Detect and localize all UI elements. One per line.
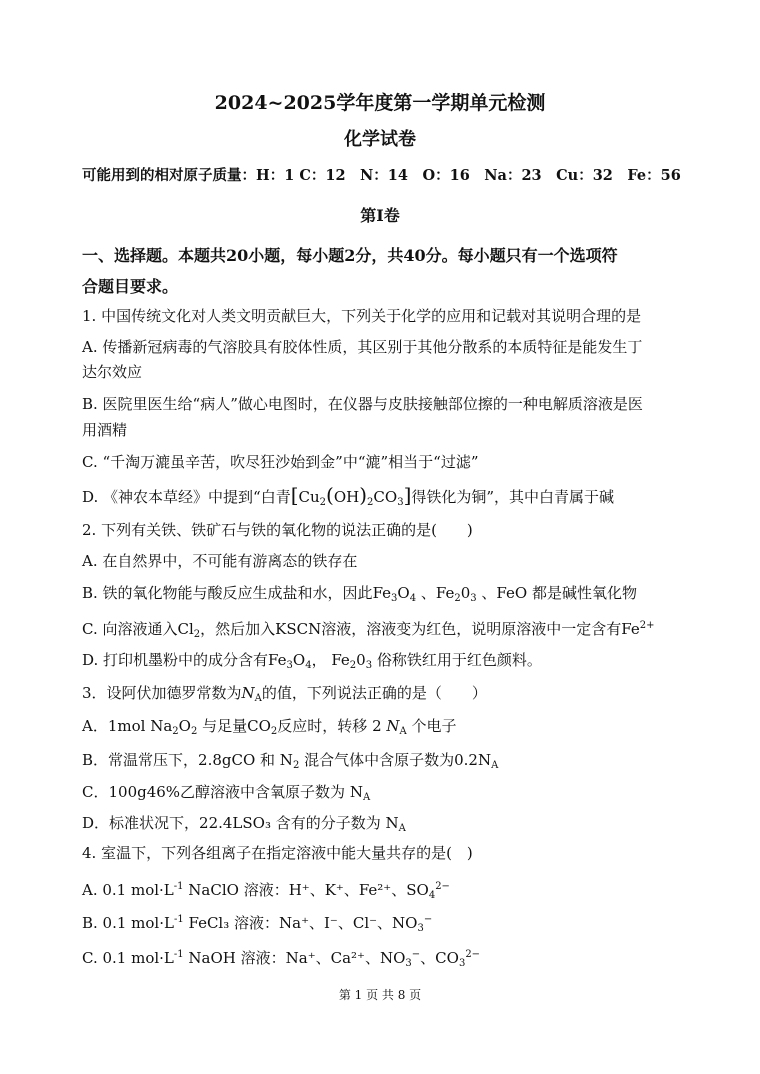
q3-stem: 3．设阿伏加德罗常数为$N_A$的值，下列说法正确的是（ ） xyxy=(82,684,487,704)
q1-option-a-2: 达尔效应 xyxy=(82,363,143,381)
q2-option-a: A. 在自然界中，不可能有游离态的铁存在 xyxy=(82,552,358,570)
section-instructions-1: 一、选择题。本题共20小题，每小题2分，共40分。每小题只有一个选项符 xyxy=(82,246,618,265)
section-instructions-2: 合题目要求。 xyxy=(82,277,179,296)
q2-stem: 2. 下列有关铁、铁矿石与铁的氧化物的说法正确的是( ) xyxy=(82,521,473,539)
q1-option-c: C. “千淘万漉虽辛苦，吹尽狂沙始到金”中“漉”相当于“过滤” xyxy=(82,453,479,471)
q3-option-d: D．标准状况下，22.4LSO₃ 含有的分子数为 $N_A$ xyxy=(82,814,406,834)
q3-option-a: A．1mol $Na_2O_2$ 与足量$CO_2$反应时，转移 2 $N_A$ 个电子 xyxy=(82,717,457,737)
q1-option-d: D. 《神农本草经》中提到“白青$[Cu_2(OH)_2CO_3]$得铁化为铜”，其中白青属于碱 xyxy=(82,483,615,508)
q1-stem: 1. 中国传统文化对人类文明贡献巨大，下列关于化学的应用和记载对其说明合理的是 xyxy=(82,307,642,325)
q3-option-b: B．常温常压下，2.8gCO 和 $N_2$ 混合气体中含原子数为$0.2N_A$ xyxy=(82,751,499,771)
q2-option-d: D. 打印机墨粉中的成分含有$Fe_3O_4$， $Fe_20_3$ 俗称铁红用于红色颜料。 xyxy=(82,651,542,671)
q1-option-b-1: B. 医院里医生给“病人”做心电图时，在仪器与皮肤接触部位擦的一种电解质溶液是医 xyxy=(82,395,643,413)
q2-option-b: B. 铁的氧化物能与酸反应生成盐和水，因此$Fe_3O_4$ 、$Fe_20_3$ 、FeO 都是碱性氧化物 xyxy=(82,584,637,604)
q1-option-b-2: 用酒精 xyxy=(82,421,128,439)
exam-subtitle: 化学试卷 xyxy=(344,129,416,150)
page-footer: 第 1 页 共 8 页 xyxy=(338,988,422,1002)
q2-option-c: C. 向溶液通入$Cl_2$，然后加入KSCN溶液，溶液变为红色，说明原溶液中一定含有$Fe^{2+}$ xyxy=(82,620,655,640)
q4-option-c: C. 0.1 $mol\cdot L^{-1}$ NaOH 溶液：Na⁺、Ca²⁺、$NO_3^-$、$CO_3^{2-}$ xyxy=(82,949,481,969)
q4-stem: 4. 室温下，下列各组离子在指定溶液中能大量共存的是( ) xyxy=(82,844,473,862)
exam-title: 2024~2025学年度第一学期单元检测 xyxy=(214,92,546,114)
q4-option-a: A. 0.1 $mol\cdot L^{-1}$ NaClO 溶液：H⁺、K⁺、Fe²⁺、$SO_4^{2-}$ xyxy=(82,881,450,901)
q3-option-c: C．100g46%乙醇溶液中含氧原子数为 $N_A$ xyxy=(82,783,371,803)
q4-option-b: B. 0.1 $mol\cdot L^{-1}$ FeCl₃ 溶液：Na⁺、I⁻、Cl⁻、$NO_3^-$ xyxy=(82,914,433,934)
atomic-masses: 可能用到的相对原子质量：H：1 C：12 N：14 O：16 Na：23 Cu：32 Fe：56 xyxy=(82,167,681,184)
volume-heading: 第Ⅰ卷 xyxy=(360,206,400,225)
q1-option-a-1: A. 传播新冠病毒的气溶胶具有胶体性质，其区别于其他分散系的本质特征是能发生丁 xyxy=(82,338,643,356)
